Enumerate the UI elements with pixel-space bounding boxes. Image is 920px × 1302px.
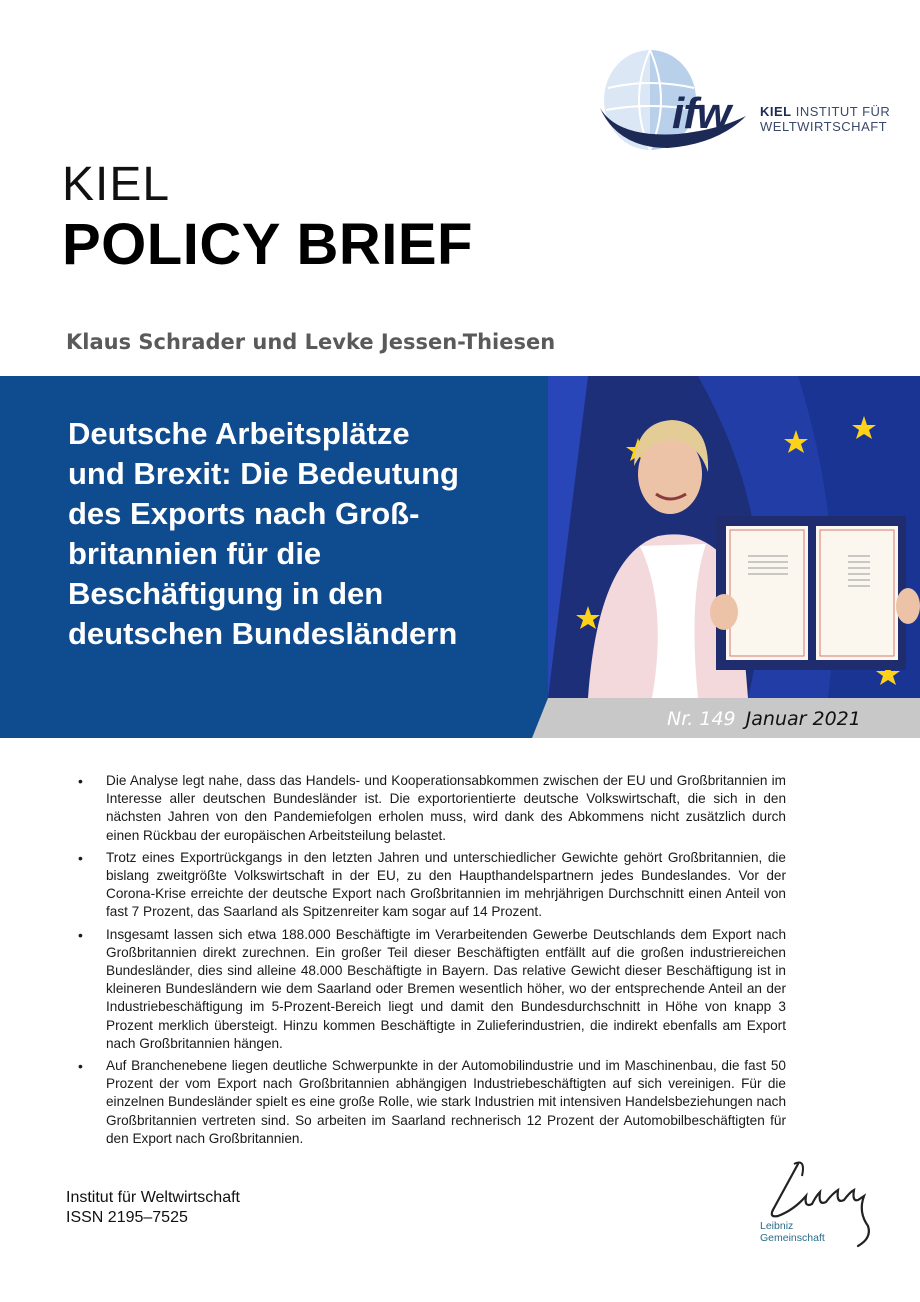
series-title-kiel: KIEL — [62, 158, 171, 211]
leibniz-gemeinschaft: Leibniz Gemeinschaft — [760, 1220, 825, 1244]
cover-photo — [548, 376, 920, 698]
brief-title — [68, 414, 568, 654]
title-line: deutschen Bundesländern — [68, 616, 458, 651]
title-line: Deutsche Arbeitsplätze — [68, 416, 410, 451]
summary-list — [74, 772, 786, 1152]
title-line: und Brexit: Die Bedeutung — [68, 456, 459, 491]
list-item: • Die Analyse legt nahe, dass das Handels- und Kooperationsabkommen zwischen der EU und Großbritannien im Interesse aller deutschen Bundesländer ist. Die exportorientierte deutsche Volkswirtschaft, die sich in den nächsten Jahren von den Pandemiefolgen erholen muss, wird dank des Abkommens nicht zusätzlich durch einen Rückbau der europäischen Arbeitsteilung belastet. — [74, 772, 786, 845]
issue-info — [667, 708, 861, 730]
title-line: des Exports nach Groß- — [68, 496, 420, 531]
list-item: • Trotz eines Exportrückgangs in den letzten Jahren und unterschiedlicher Gewichte gehört Großbritannien, die bislang zweitgrößte Volkswirtschaft in der EU, zu den Haupthandelspartnern jedes Bundeslandes. Vor der Corona-Krise erreichte der deutsche Export nach Großbritannien im mehrjährigen Durchschnitt einen Anteil von fast 7 Prozent, das Saarland als Spitzenreiter kam sogar auf 14 Prozent. — [74, 849, 786, 922]
issue-date: Januar 2021 — [745, 708, 861, 730]
ifw-logo — [598, 48, 898, 158]
publisher: Institut für Weltwirtschaft — [66, 1189, 240, 1206]
list-item: • Insgesamt lassen sich etwa 188.000 Beschäftigte im Verarbeitenden Gewerbe Deutschlands dem Export nach Großbritannien direkt zurechnen. Ein großer Teil dieser Beschäftigten entfällt auf die großen industriereichen Bundesländer, dies sind alleine 48.000 Beschäftigte in Bayern. Das relative Gewicht dieser Beschäftigung ist in kleineren Bundesländern wie dem Saarland oder Bremen wesentlich höher, wo der entsprechende Anteil an der Industriebeschäftigung im 5-Prozent-Bereich liegt und damit den Bundesdurchschnitt in Höhe von knapp 3 Prozent merklich übersteigt. Hinzu kommen Beschäftigte in Zulieferindustrien, die indirekt ebenfalls am Export nach Großbritannien hängen. — [74, 926, 786, 1053]
ifw-wordmark: ifw — [672, 89, 731, 138]
issn: ISSN 2195–7525 — [66, 1209, 188, 1226]
series-title-policy-brief: POLICY BRIEF — [62, 212, 473, 277]
list-item: • Auf Branchenebene liegen deutliche Schwerpunkte in der Automobilindustrie und im Maschinenbau, die fast 50 Prozent der vom Export nach Großbritannien abhängigen Industriebeschäftigten auf sich vereinigen. Für die einzelnen Bundesländer spielt es eine große Rolle, wie stark Industrien mit intensiven Handelsbeziehungen nach Großbritannien vertreten sind. So arbeiten im Saarland rechnerisch 12 Prozent der Automobilbeschäftigten für den Export nach Großbritannien. — [74, 1057, 786, 1148]
footer — [66, 1188, 240, 1228]
institute-name: KIEL INSTITUT FÜR WELTWIRTSCHAFT — [760, 104, 891, 134]
title-line: britannien für die — [68, 536, 322, 571]
issue-number: Nr. 149 — [667, 708, 736, 730]
authors: Klaus Schrader und Levke Jessen-Thiesen — [66, 330, 556, 354]
title-line: Beschäftigung in den — [68, 576, 384, 611]
